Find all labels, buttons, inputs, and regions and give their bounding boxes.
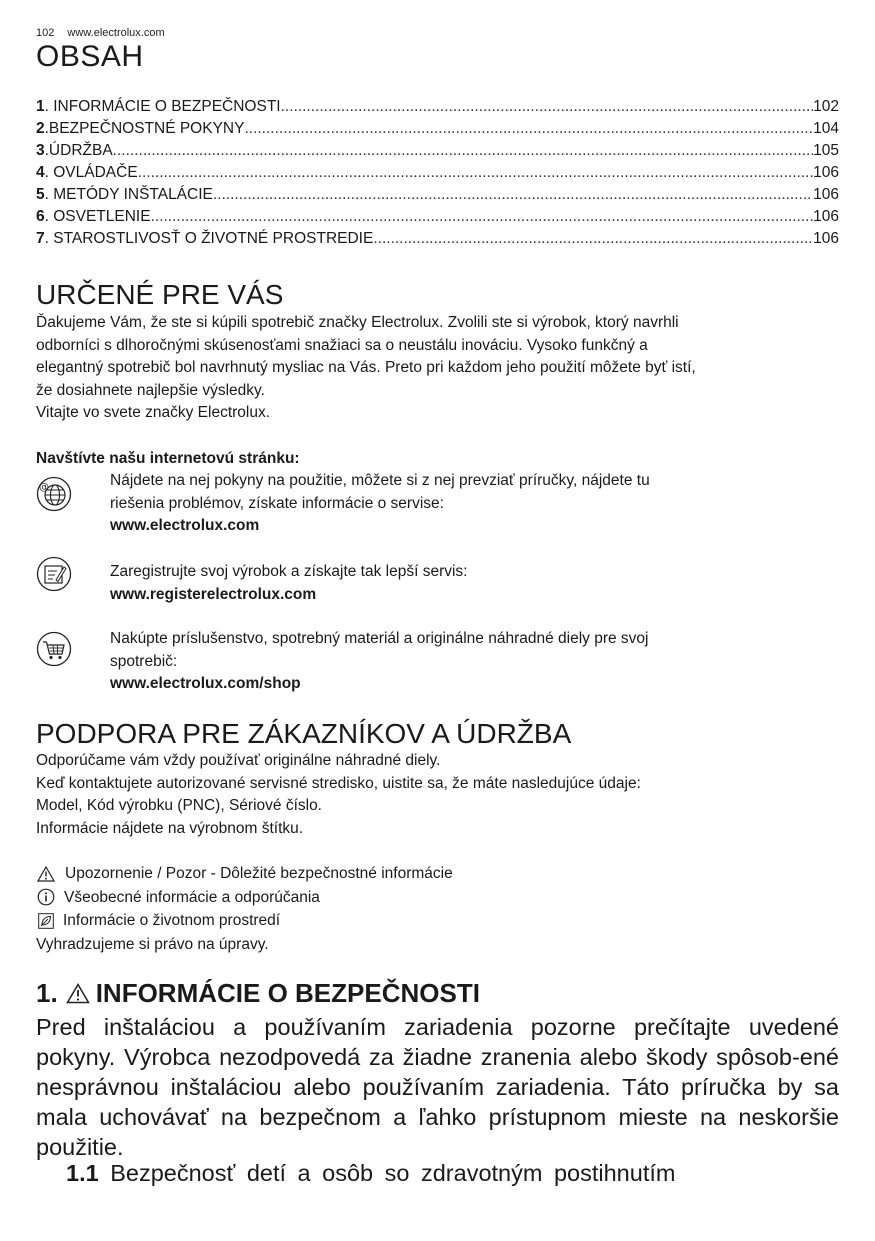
toc-item-number: 6 [36,208,45,225]
support-paragraph [36,750,839,840]
service-line: Nakúpte príslušenstvo, spotrebný materiál a originálne náhradné diely pre svoj [110,630,649,647]
toc-leader [244,118,813,140]
subsection-number: 1.1 [66,1160,99,1186]
intro-line: odborníci s dlhoročnými skúsenosťami snažiaci sa o neustálu inováciu. Vysoko funkčný a [36,336,648,354]
toc-item[interactable] [36,184,839,206]
toc-item-label: . OVLÁDAČE [44,164,138,181]
toc-item-page: 106 [813,186,839,203]
toc-item-label: .ÚDRŽBA [44,142,113,159]
toc-item-number: 4 [36,164,45,181]
toc-item-number: 1 [36,98,45,115]
svg-text:@: @ [39,482,49,493]
toc-item-page: 104 [813,120,839,137]
register-icon [36,556,72,592]
service-text [110,628,790,696]
subsection-heading [66,1160,675,1187]
section-body: Pred inštaláciou a používaním zariadenia pozorne prečítajte uvedené pokyny. Výrobca nezodpovedá za žiadne zranenia alebo škody spôsob-ené nesprávnou inštaláciou alebo používaním zariadenia. Táto príručka by sa mala uchovávať na bezpečnom a ľahko prístupnom mieste na neskoršie použitie. [36,1014,839,1160]
service-line: Nájdete na nej pokyny na použitie, môžete si z nej prevziať príručky, nájdete tu [110,472,650,489]
toc-item[interactable] [36,162,839,184]
website-url-link[interactable]: www.electrolux.com [110,517,260,534]
table-of-contents [36,96,839,250]
toc-item[interactable] [36,118,839,140]
rights-notice: Vyhradzujeme si právo na úpravy. [36,935,269,953]
service-text [110,561,790,606]
toc-item-label: . OSVETLENIE [44,208,151,225]
warning-icon [37,866,55,882]
intro-line: že dosiahnete najlepšie výsledky. [36,381,265,399]
support-line: Odporúčame vám vždy používať originálne náhradné diely. [36,752,441,769]
legend-warning-text: Upozornenie / Pozor - Dôležité bezpečnostné informácie [65,865,453,882]
toc-item-label: . METÓDY INŠTALÁCIE [44,186,213,203]
page-header [36,27,165,39]
intro-paragraph [36,312,839,425]
service-line: riešenia problémov, získate informácie o servise: [110,494,444,512]
support-line: Keď kontaktujete autorizované servisné stredisko, uistite sa, že máte nasledujúce údaje: [36,774,641,792]
toc-item-number: 3 [36,142,45,159]
toc-item[interactable] [36,206,839,228]
shopping-cart-icon [36,631,72,667]
section-number: 1. [36,978,58,1008]
website-link[interactable]: www.electrolux.com [67,27,165,39]
toc-item-label: .BEZPEČNOSTNÉ POKYNY [44,120,245,137]
support-line: Model, Kód výrobku (PNC), Sériové číslo. [36,797,322,814]
toc-item[interactable] [36,96,839,118]
toc-item-page: 102 [813,98,839,115]
support-line: Informácie nájdete na výrobnom štítku. [36,819,304,837]
warning-icon [66,983,90,1004]
service-line: Zaregistrujte svoj výrobok a získajte tak lepší servis: [110,563,468,580]
legend-info [36,886,453,910]
intro-title: URČENÉ PRE VÁS [36,279,284,310]
toc-item-label: . INFORMÁCIE O BEZPEČNOSTI [44,98,281,115]
toc-item-number: 5 [36,186,45,203]
intro-line: elegantný spotrebič bol navrhnutý mysliac na Vás. Preto pri každom jeho použití môžete byť istí, [36,359,696,376]
intro-line: Ďakujeme Vám, že ste si kúpili spotrebič značky Electrolux. Zvolili ste si výrobok, ktorý navrhli [36,314,679,331]
service-text [110,470,790,538]
page-number: 102 [36,27,55,39]
toc-item-page: 105 [813,142,839,159]
toc-item[interactable] [36,140,839,162]
toc-leader [138,162,813,184]
toc-item-number: 7 [36,230,45,247]
toc-item-label: . STAROSTLIVOSŤ O ŽIVOTNÉ PROSTREDIE [44,230,374,247]
legend-environment-text: Informácie o životnom prostredí [63,912,281,929]
info-icon [37,888,55,906]
toc-item-page: 106 [813,208,839,225]
register-url-link[interactable]: www.registerelectrolux.com [110,585,317,603]
section-heading [36,978,480,1009]
toc-title: OBSAH [36,40,144,73]
toc-leader [113,140,813,162]
legend-info-text: Všeobecné informácie a odporúčania [64,888,320,906]
symbol-legend [36,862,453,956]
toc-item-number: 2 [36,120,45,137]
leaf-icon [38,913,54,929]
toc-leader [213,184,813,206]
toc-leader [151,206,814,228]
toc-leader [373,228,813,250]
globe-icon [36,476,72,512]
visit-title: Navštívte našu internetovú stránku: [36,450,300,467]
intro-line: Vitajte vo svete značky Electrolux. [36,404,271,421]
toc-item[interactable] [36,228,839,250]
service-line: spotrebič: [110,652,178,670]
toc-leader [281,96,814,118]
support-title: PODPORA PRE ZÁKAZNÍKOV A ÚDRŽBA [36,718,572,749]
toc-item-page: 106 [813,164,839,181]
legend-environment [36,909,453,933]
toc-item-page: 106 [813,230,839,247]
section-title: INFORMÁCIE O BEZPEČNOSTI [95,978,480,1008]
shop-url-link[interactable]: www.electrolux.com/shop [110,675,301,692]
legend-warning [36,862,453,886]
subsection-title: Bezpečnosť detí a osôb so zdravotným postihnutím [110,1160,676,1186]
